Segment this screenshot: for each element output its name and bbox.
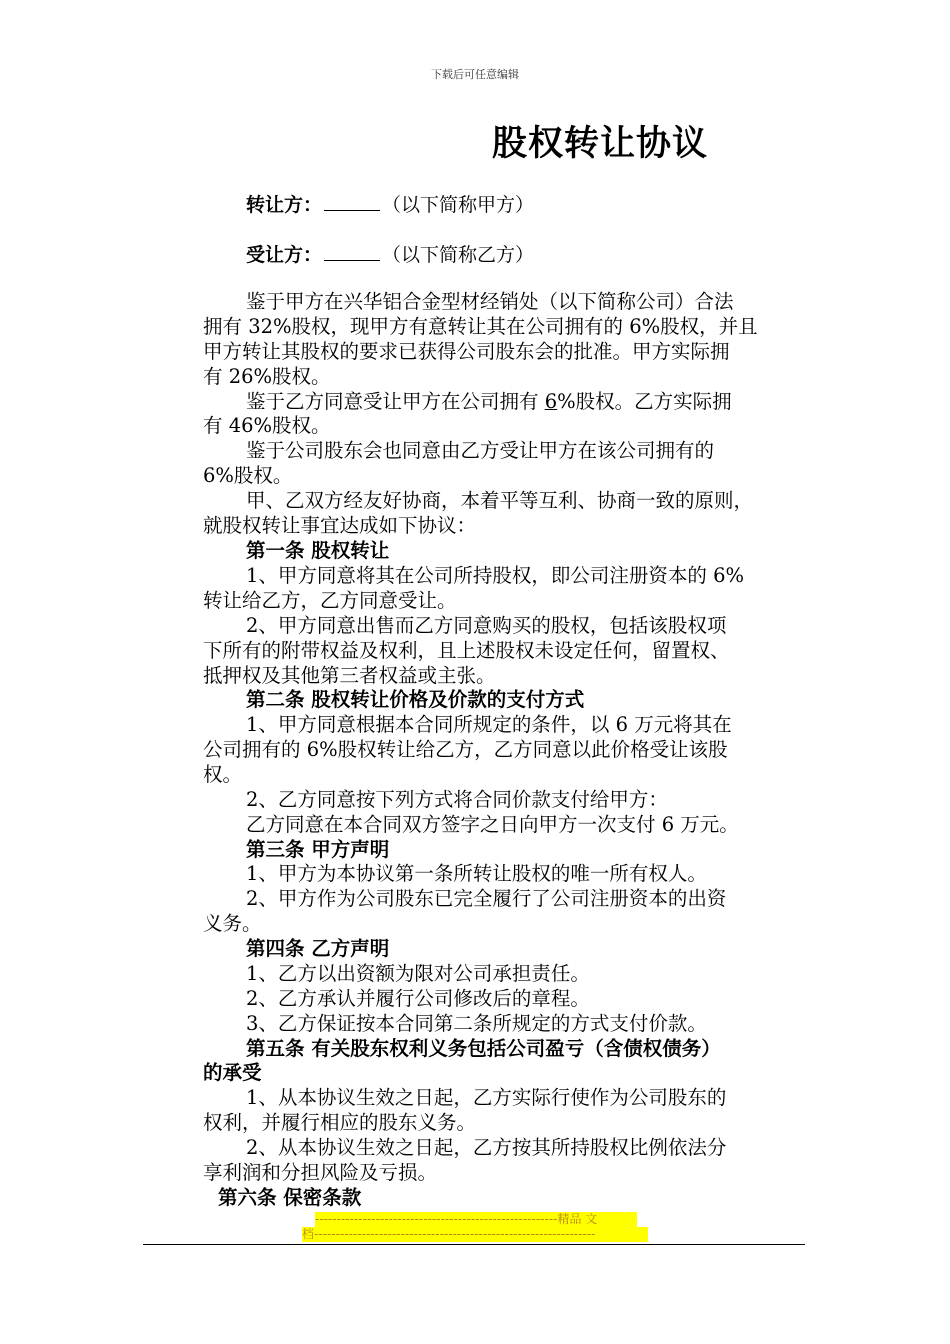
- transferor-label: 转让方：: [246, 194, 323, 216]
- text-line: 公司拥有的 6%股权转让给乙方，乙方同意以此价格受让该股: [203, 738, 728, 761]
- transferee-label: 受让方：: [246, 244, 323, 266]
- transferor-blank: [324, 196, 380, 211]
- text-line: 义务。: [203, 912, 262, 935]
- text-line: [246, 390, 732, 414]
- transferor-line: [246, 190, 534, 217]
- article-heading: 第一条 股权转让: [246, 539, 390, 562]
- text-line: 拥有 32%股权，现甲方有意转让其在公司拥有的 6%股权，并且: [203, 315, 758, 338]
- text-line: 2、甲方作为公司股东已完全履行了公司注册资本的出资: [246, 887, 727, 910]
- text-line: 鉴于甲方在兴华铝合金型材经销处（以下简称公司）合法: [246, 290, 734, 313]
- text-line: 下所有的附带权益及权利，且上述股权未设定任何，留置权、: [203, 639, 730, 662]
- text-line: 1、甲方同意根据本合同所规定的条件，以 6 万元将其在: [246, 713, 732, 736]
- text-line: 3、乙方保证按本合同第二条所规定的方式支付价款。: [246, 1012, 707, 1035]
- text-line: 抵押权及其他第三者权益或主张。: [203, 664, 496, 687]
- text-line: 1、乙方以出资额为限对公司承担责任。: [246, 962, 590, 985]
- article-heading: 第二条 股权转让价格及价款的支付方式: [246, 688, 585, 711]
- text-line: 权利，并履行相应的股东义务。: [203, 1111, 477, 1134]
- text-line: 6%股权。: [203, 464, 293, 487]
- text-line: 有 26%股权。: [203, 365, 331, 388]
- text-line: 就股权转让事宜达成如下协议：: [203, 514, 477, 537]
- article-heading-continued: 的承受: [203, 1061, 262, 1084]
- text-line: 转让给乙方，乙方同意受让。: [203, 589, 457, 612]
- underlined-number: 6: [544, 390, 558, 413]
- text-segment: %股权。乙方实际拥: [557, 390, 732, 413]
- text-line: 1、甲方同意将其在公司所持股权，即公司注册资本的 6%: [246, 564, 745, 587]
- transferor-suffix: （以下简称甲方）: [382, 194, 535, 216]
- footer-watermark-line2: 档-----------------------------------------------------------------: [302, 1227, 648, 1242]
- text-line: 2、乙方同意按下列方式将合同价款支付给甲方：: [246, 788, 668, 811]
- article-heading: 第六条 保密条款: [218, 1186, 362, 1209]
- text-line: 2、甲方同意出售而乙方同意购买的股权，包括该股权项: [246, 614, 727, 637]
- text-line: 2、从本协议生效之日起，乙方按其所持股权比例依法分: [246, 1136, 727, 1159]
- text-line: 享利润和分担风险及亏损。: [203, 1161, 438, 1184]
- text-line: 有 46%股权。: [203, 414, 331, 437]
- text-line: 甲方转让其股权的要求已获得公司股东会的批准。甲方实际拥: [203, 340, 730, 363]
- text-segment: 鉴于乙方同意受让甲方在公司拥有: [246, 390, 545, 413]
- text-line: 权。: [203, 763, 243, 786]
- article-heading: 第四条 乙方声明: [246, 937, 390, 960]
- text-line: 1、从本协议生效之日起，乙方实际行使作为公司股东的: [246, 1086, 727, 1109]
- text-line: 鉴于公司股东会也同意由乙方受让甲方在该公司拥有的: [246, 439, 715, 462]
- transferee-suffix: （以下简称乙方）: [382, 244, 535, 266]
- article-heading: 第三条 甲方声明: [246, 838, 390, 861]
- transferee-line: [246, 240, 534, 267]
- transferee-blank: [324, 246, 380, 261]
- text-line: 甲、乙双方经友好协商，本着平等互利、协商一致的原则，: [246, 489, 754, 512]
- text-line: 1、甲方为本协议第一条所转让股权的唯一所有权人。: [246, 862, 707, 885]
- text-line: 乙方同意在本合同双方签字之日向甲方一次支付 6 万元。: [246, 813, 739, 836]
- footer-watermark-line1: --------------------------------------------------------精品 文: [315, 1212, 637, 1227]
- document-title: 股权转让协议: [492, 124, 709, 164]
- header-note: 下载后可任意编辑: [431, 68, 519, 81]
- text-line: 2、乙方承认并履行公司修改后的章程。: [246, 987, 590, 1010]
- article-heading: 第五条 有关股东权利义务包括公司盈亏（含债权债务）: [246, 1037, 721, 1060]
- footer-divider: [143, 1244, 805, 1245]
